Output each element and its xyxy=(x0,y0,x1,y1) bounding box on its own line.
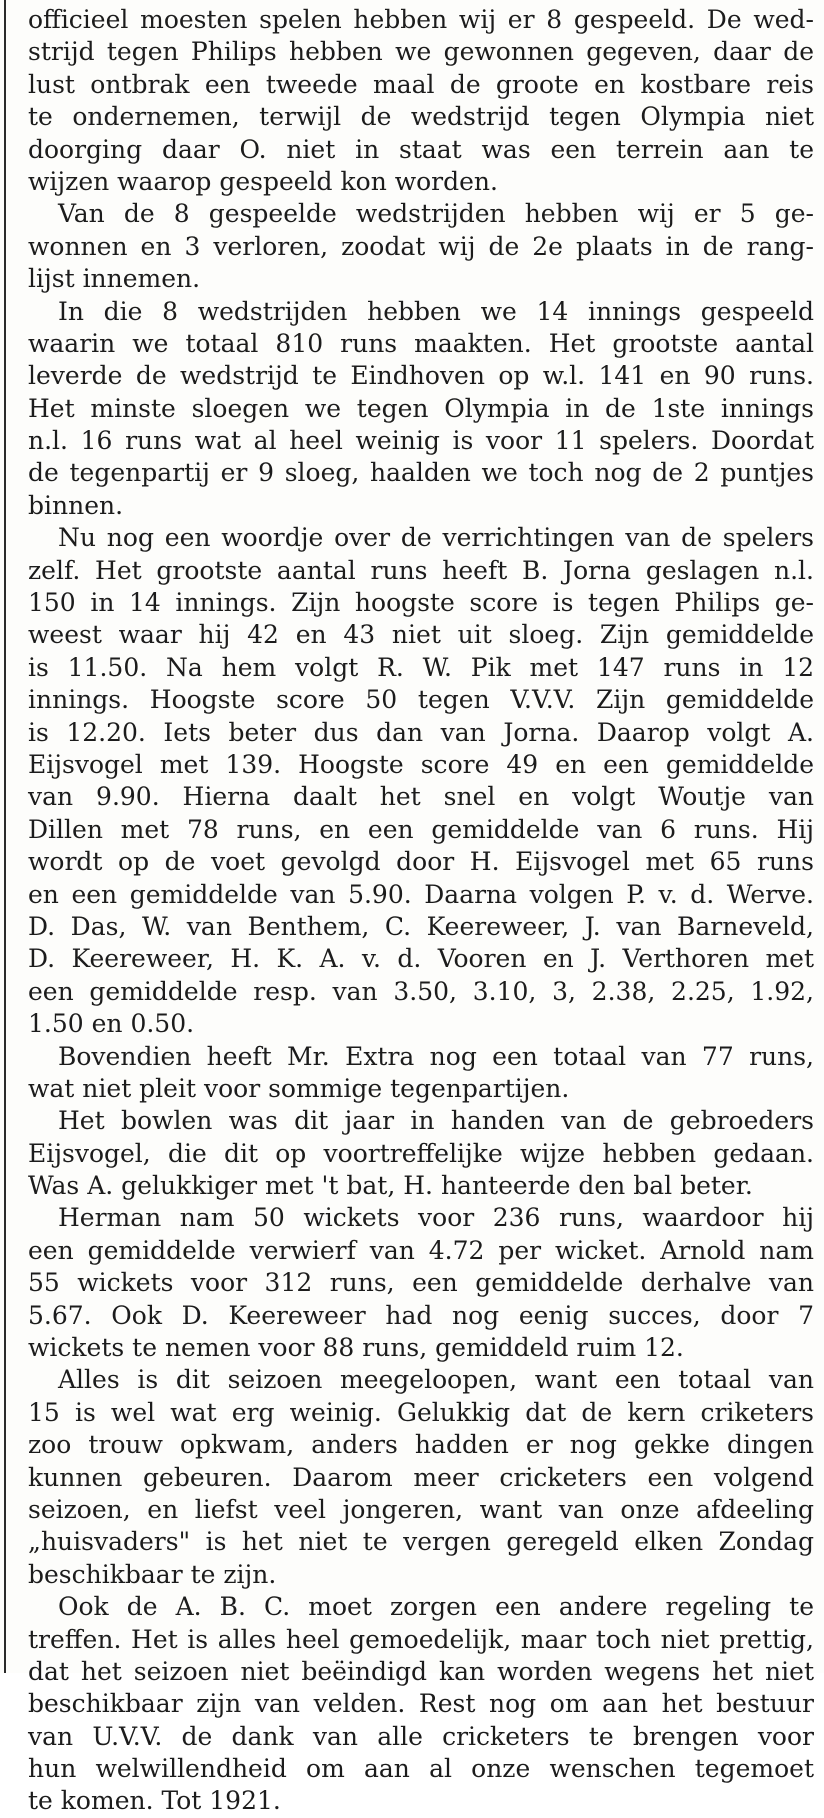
text-line: beschikbaar te zijn. xyxy=(28,1559,277,1589)
text-line: waarin we totaal 810 runs maakten. Het grootste aantal xyxy=(28,328,814,358)
text-line: Was A. gelukkiger met 't bat, H. hanteerde den bal beter. xyxy=(28,1171,753,1201)
text-line: „huisvaders" is het niet te vergen geregeld elken Zondag xyxy=(28,1527,814,1557)
text-line: een gemiddelde resp. van 3.50, 3.10, 3, 2.38, 2.25, 1.92, xyxy=(28,976,814,1006)
text-line: te komen. Tot 1921. xyxy=(28,1786,281,1816)
text-line: wonnen en 3 verloren, zoodat wij de 2e plaats in de rang- xyxy=(28,231,814,261)
text-line: wijzen waarop gespeeld kon worden. xyxy=(28,166,498,196)
paragraph xyxy=(28,1591,814,1818)
text-line: Eijsvogel met 139. Hoogste score 49 en een gemiddelde xyxy=(28,749,814,779)
text-line: binnen. xyxy=(28,490,124,520)
text-line: Van de 8 gespeelde wedstrijden hebben wij er 5 ge- xyxy=(58,199,814,229)
text-line: weest waar hij 42 en 43 niet uit sloeg. Zijn gemiddelde xyxy=(28,620,814,650)
text-line: seizoen, en liefst veel jongeren, want van onze afdeeling xyxy=(28,1494,814,1524)
text-line: n.l. 16 runs wat al heel weinig is voor 11 spelers. Doordat xyxy=(28,426,814,456)
text-line: Ook de A. B. C. moet zorgen een andere regeling te xyxy=(58,1592,814,1622)
paragraph xyxy=(28,1041,814,1106)
text-line: In die 8 wedstrijden hebben we 14 innings gespeeld xyxy=(58,296,814,326)
text-line: is 12.20. Iets beter dus dan van Jorna. Daarop volgt A. xyxy=(28,717,814,747)
text-line: lijst innemen. xyxy=(28,264,201,294)
column-rule xyxy=(4,0,6,1673)
text-line: Alles is dit seizoen meegeloopen, want een totaal van xyxy=(58,1365,814,1395)
text-line: D. Keereweer, H. K. A. v. d. Vooren en J. Verthoren met xyxy=(28,944,814,974)
text-line: zoo trouw opkwam, anders hadden er nog gekke dingen xyxy=(28,1430,814,1460)
text-line: de tegenpartij er 9 sloeg, haalden we toch nog de 2 puntjes xyxy=(28,458,814,488)
text-line: Nu nog een woordje over de verrichtingen van de spelers xyxy=(58,523,814,553)
paragraph xyxy=(28,1105,814,1202)
text-line: 1.50 en 0.50. xyxy=(28,1009,195,1039)
text-line: innings. Hoogste score 50 tegen V.V.V. Zijn gemiddelde xyxy=(28,685,814,715)
text-line: D. Das, W. van Benthem, C. Keereweer, J. van Barneveld, xyxy=(28,911,814,941)
text-line: doorging daar O. niet in staat was een terrein aan te xyxy=(28,134,814,164)
text-line: hun welwillendheid om aan al onze wenschen tegemoet xyxy=(28,1754,814,1784)
text-line: strijd tegen Philips hebben we gewonnen gegeven, daar de xyxy=(28,37,814,67)
paragraph xyxy=(28,198,814,295)
text-line: Bovendien heeft Mr. Extra nog een totaal van 77 runs, xyxy=(58,1041,814,1071)
text-line: 150 in 14 innings. Zijn hoogste score is tegen Philips ge- xyxy=(28,588,814,618)
text-line: van 9.90. Hierna daalt het snel en volgt Woutje van xyxy=(28,782,814,812)
text-line: Het minste sloegen we tegen Olympia in de 1ste innings xyxy=(28,393,814,423)
text-line: is 11.50. Na hem volgt R. W. Pik met 147 runs in 12 xyxy=(28,652,814,682)
text-line: van U.V.V. de dank van alle cricketers te brengen voor xyxy=(28,1721,814,1751)
text-line: Herman nam 50 wickets voor 236 runs, waardoor hij xyxy=(58,1203,814,1233)
text-line: zelf. Het grootste aantal runs heeft B. Jorna geslagen n.l. xyxy=(28,555,814,585)
text-line: 5.67. Ook D. Keereweer had nog eenig succes, door 7 xyxy=(28,1300,814,1330)
text-line: een gemiddelde verwierf van 4.72 per wicket. Arnold nam xyxy=(28,1235,814,1265)
paragraph xyxy=(28,1364,814,1591)
text-line: lust ontbrak een tweede maal de groote en kostbare reis xyxy=(28,69,814,99)
paragraph xyxy=(28,522,814,1040)
text-line: beschikbaar zijn van velden. Rest nog om aan het bestuur xyxy=(28,1689,814,1719)
text-line: wordt op de voet gevolgd door H. Eijsvogel met 65 runs xyxy=(28,847,814,877)
paragraph xyxy=(28,1202,814,1364)
paragraph xyxy=(28,296,814,523)
text-line: wat niet pleit voor sommige tegenpartijen. xyxy=(28,1073,570,1103)
text-line: te ondernemen, terwijl de wedstrijd tegen Olympia niet xyxy=(28,102,814,132)
text-line: kunnen gebeuren. Daarom meer cricketers een volgend xyxy=(28,1462,814,1492)
paragraph xyxy=(28,4,814,198)
text-line: Eijsvogel, die dit op voortreffelijke wijze hebben gedaan. xyxy=(28,1138,814,1168)
text-line: 55 wickets voor 312 runs, een gemiddelde derhalve van xyxy=(28,1268,814,1298)
text-line: Het bowlen was dit jaar in handen van de gebroeders xyxy=(58,1106,814,1136)
text-line: treffen. Het is alles heel gemoedelijk, maar toch niet prettig, xyxy=(28,1624,814,1654)
text-line: officieel moesten spelen hebben wij er 8 gespeeld. De wed- xyxy=(28,5,814,34)
text-line: leverde de wedstrijd te Eindhoven op w.l. 141 en 90 runs. xyxy=(28,361,814,391)
article-column xyxy=(28,4,814,1818)
text-line: 15 is wel wat erg weinig. Gelukkig dat de kern criketers xyxy=(28,1397,814,1427)
text-line: dat het seizoen niet beëindigd kan worden wegens het niet xyxy=(28,1656,814,1686)
text-line: en een gemiddelde van 5.90. Daarna volgen P. v. d. Werve. xyxy=(28,879,814,909)
text-line: Dillen met 78 runs, en een gemiddelde van 6 runs. Hij xyxy=(28,814,814,844)
text-line: wickets te nemen voor 88 runs, gemiddeld ruim 12. xyxy=(28,1333,684,1363)
